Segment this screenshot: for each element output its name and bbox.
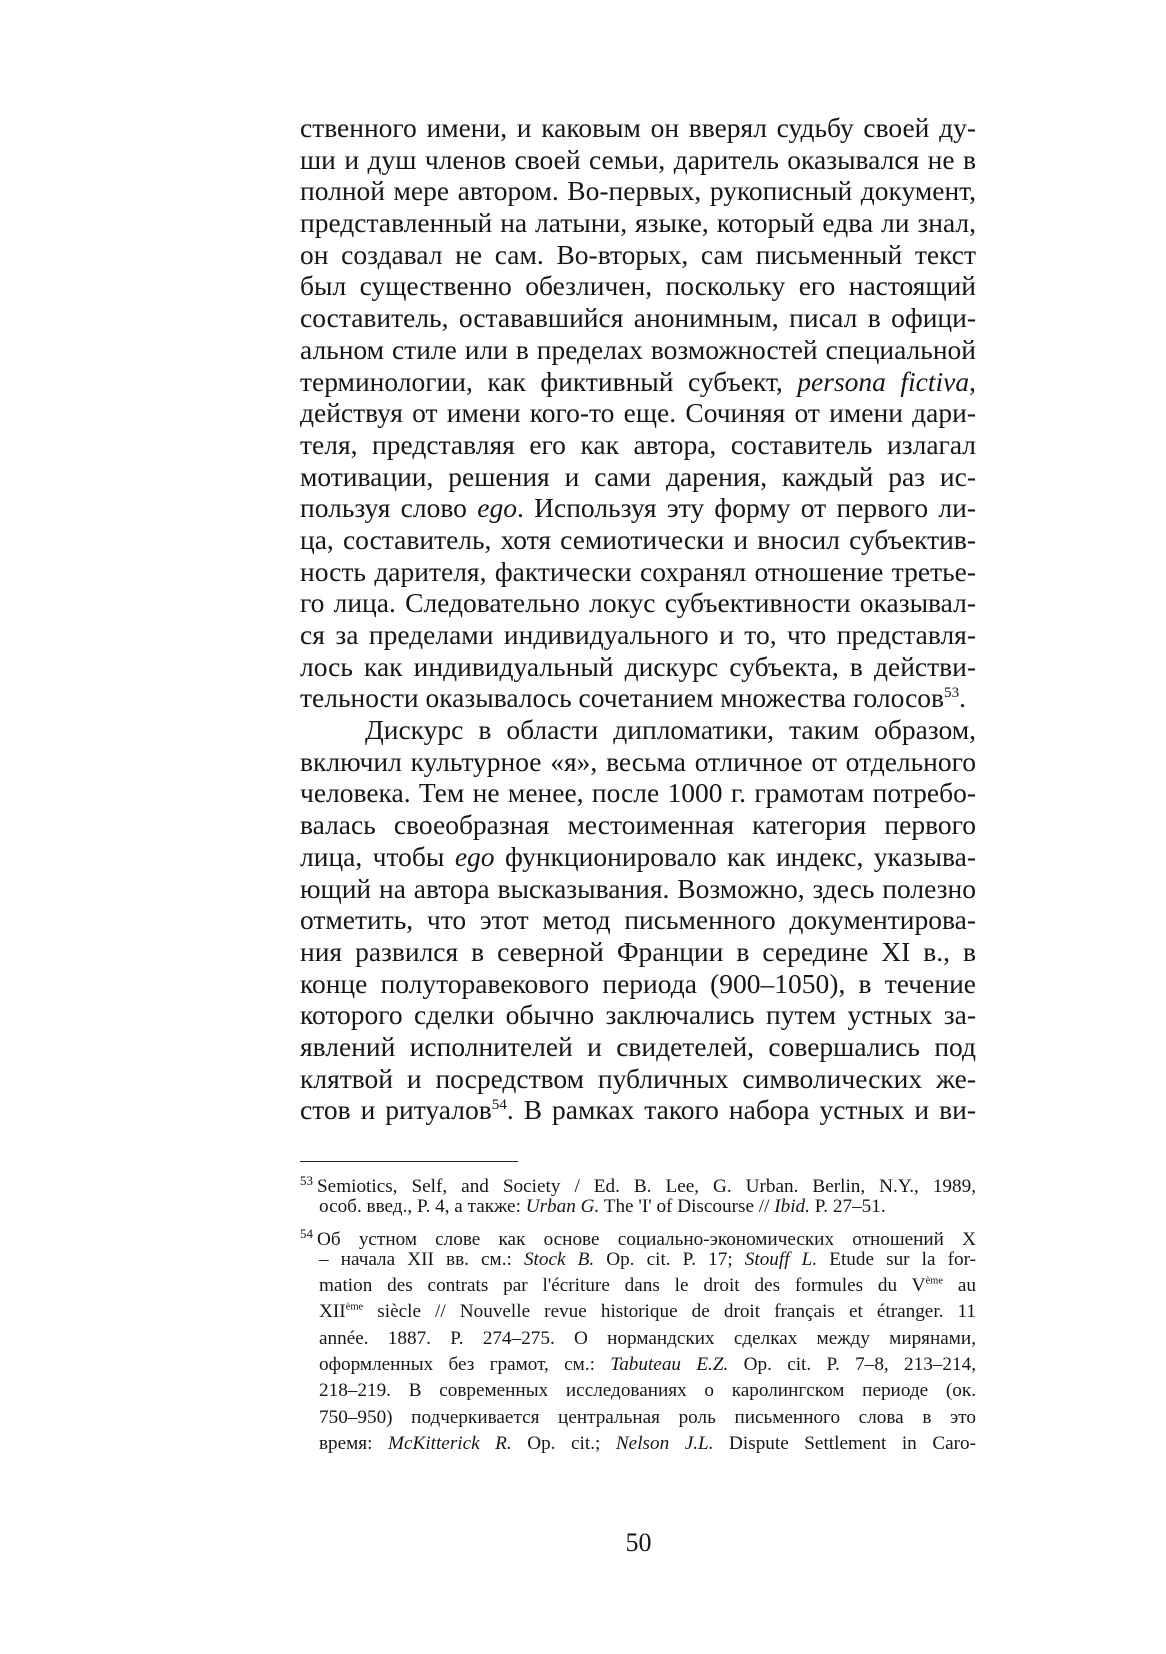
body-line <box>300 619 976 651</box>
body-text: . <box>959 682 967 714</box>
footnote-line <box>300 1352 976 1378</box>
body-text: представленный на латыни, языке, который едва ли знал, <box>300 207 976 239</box>
body-text: лица, чтобы <box>300 840 455 872</box>
body-text: отметить, что этот метод письменного документирова- <box>300 904 976 936</box>
body-text: включил культурное «я», весьма отличное от отдельного <box>300 745 976 777</box>
footnote-text: 750–950) подчеркивается центральная роль письменного слова в это <box>319 1406 976 1428</box>
body-text: ния развился в северной Франции в середине XI в., в <box>300 935 976 967</box>
body-text: полной мере автором. Во-первых, рукописный документ, <box>300 175 976 207</box>
body-line <box>300 1094 976 1126</box>
italic-term: ego <box>477 492 517 524</box>
footnote-ref: 54 <box>491 1097 507 1114</box>
footnote-text: mation des contrats par l'écriture dans le droit des formules du V <box>319 1275 926 1297</box>
body-text: валась своеобразная местоименная категория первого <box>300 809 976 841</box>
body-line <box>300 1031 976 1063</box>
body-text: составитель, остававшийся анонимным, писал в офици- <box>300 302 976 334</box>
body-line <box>300 968 976 1000</box>
footnote-text: время: <box>319 1432 389 1454</box>
footnote-text: Dispute Settlement in Caro- <box>713 1432 977 1454</box>
body-text: был существенно обезличен, поскольку его настоящий <box>300 270 976 302</box>
body-text: терминологии, как фиктивный субъект, <box>300 365 798 397</box>
body-text: пользуя слово <box>300 492 478 524</box>
body-line <box>300 714 976 746</box>
footnote-line <box>300 1299 976 1325</box>
body-line <box>300 999 976 1031</box>
body-text: клятвой и посредством публичных символических же- <box>300 1062 976 1094</box>
italic-author: Nelson J.L. <box>615 1432 714 1454</box>
body-line <box>300 397 976 429</box>
footnote-text: – начала XII вв. см.: <box>319 1248 524 1270</box>
body-line <box>300 492 976 524</box>
body-text: ность дарителя, фактически сохранял отношение третье- <box>300 555 976 587</box>
italic-author: Stouff L. <box>744 1248 818 1270</box>
body-line <box>300 302 976 334</box>
body-line <box>300 841 976 873</box>
body-text: ца, составитель, хотя семиотически и вносил субъектив- <box>300 523 976 555</box>
body-text: теля, представляя его как автора, составитель излагал <box>300 428 976 460</box>
footnotes <box>300 1168 976 1457</box>
body-text: альном стиле или в пределах возможностей специальной <box>300 333 976 365</box>
body-line <box>300 366 976 398</box>
body-text: лось как индивидуальный дискурс субъекта, в действи- <box>300 650 976 682</box>
body-line <box>300 1063 976 1095</box>
body-text: человека. Тем не менее, после 1000 г. грамотам потребо- <box>300 777 976 809</box>
body-line <box>300 936 976 968</box>
body-line <box>300 175 976 207</box>
body-line <box>300 207 976 239</box>
body-text: го лица. Следовательно локус субъективности оказывал- <box>300 587 976 619</box>
footnote-text: The 'I' of Discourse // <box>599 1196 775 1218</box>
footnote-text: Op. cit. P. 17; <box>594 1248 745 1270</box>
footnote-ref: 53 <box>944 685 960 702</box>
italic-author: Stock B. <box>523 1248 595 1270</box>
body-line <box>300 144 976 176</box>
body-line <box>300 429 976 461</box>
footnote-text: особ. введ., P. 4, а также: <box>319 1196 526 1218</box>
footnote-line <box>300 1221 976 1250</box>
footnote-line <box>300 1378 976 1404</box>
body-text: ши и душ членов своей семьи, даритель оказывался не в <box>300 143 976 175</box>
body-line <box>300 524 976 556</box>
body-text: которого сделки обычно заключались путем устных за- <box>300 999 976 1031</box>
body-line <box>300 777 976 809</box>
body-text: конце полуторавекового периода (900–1050), в течение <box>300 967 976 999</box>
body-line <box>300 746 976 778</box>
italic-author: McKitterick R. <box>388 1432 512 1454</box>
body-line <box>300 682 976 714</box>
footnote-text: 218–219. В современных исследованиях о каролингском периоде (ок. <box>319 1380 976 1402</box>
superscript: ème <box>345 1302 364 1314</box>
italic-term: persona fictiva <box>797 365 970 397</box>
italic-term: ego <box>454 840 495 872</box>
footnote-number: 53 <box>300 1173 313 1188</box>
body-line <box>300 904 976 936</box>
body-text: , <box>969 365 976 397</box>
footnote-line <box>300 1405 976 1431</box>
body-text: действуя от имени кого-то еще. Сочиняя от имени дари- <box>300 397 976 429</box>
body-text: ся за пределами индивидуального и то, что представля- <box>300 619 976 650</box>
body-line <box>300 556 976 588</box>
footnote-separator <box>300 1161 518 1162</box>
footnote-text: XII <box>319 1301 346 1323</box>
body-text: Дискурс в области дипломатики, таким образом, <box>365 714 976 746</box>
italic-author: Urban G. <box>525 1196 600 1218</box>
footnote-number: 54 <box>300 1225 313 1241</box>
body-text: явлений исполнителей и свидетелей, совершались под <box>300 1030 976 1062</box>
body-line <box>300 270 976 302</box>
footnote-line <box>300 1168 976 1197</box>
body-text: тельности оказывалось сочетанием множества голосов <box>300 682 945 714</box>
footnote-line <box>300 1326 976 1352</box>
body-text: он создавал не сам. Во-вторых, сам письменный текст <box>300 238 976 270</box>
footnote-line <box>300 1273 976 1299</box>
body-text: ющий на автора высказывания. Возможно, здесь полезно <box>300 872 976 904</box>
footnote-text: année. 1887. P. 274–275. О нормандских сделках между мирянами, <box>319 1327 976 1349</box>
footnote-text: Op. cit. P. 7–8, 213–214, <box>728 1354 976 1376</box>
footnote-text: Semiotics, Self, and Society / Ed. B. Lee, G. Urban. Berlin, N.Y., 1989, <box>317 1176 976 1197</box>
footnote-text: Etude sur la for- <box>817 1248 976 1270</box>
superscript: ème <box>925 1275 944 1287</box>
body-text: стов и ритуалов <box>300 1094 492 1126</box>
body-line <box>300 239 976 271</box>
footnote-text: оформленных без грамот, см.: <box>319 1354 611 1376</box>
page-number: 50 <box>625 1528 652 1557</box>
footnote-text: Op. cit.; <box>511 1432 616 1454</box>
footnote-line <box>300 1431 976 1457</box>
footnote-line <box>300 1247 976 1273</box>
footnote-text: P. 27–51. <box>809 1196 886 1218</box>
main-text <box>300 112 976 1126</box>
body-line <box>300 873 976 905</box>
footnote-text: au <box>943 1275 976 1297</box>
body-text: . Используя эту форму от первого ли- <box>516 492 976 524</box>
body-line <box>300 809 976 841</box>
footnote-text: siècle // Nouvelle revue historique de droit français et étranger. 11 <box>363 1301 976 1323</box>
footnote-line <box>300 1194 976 1220</box>
body-line <box>300 651 976 683</box>
footnote-text: Об устном слове как основе социально-экономических отношений X <box>317 1228 976 1250</box>
body-line <box>300 112 976 144</box>
body-text: . В рамках такого набора устных и ви- <box>506 1094 976 1126</box>
body-line <box>300 334 976 366</box>
body-text: функционировало как индекс, указыва- <box>494 840 976 872</box>
body-line <box>300 587 976 619</box>
body-text: ственного имени, и каковым он вверял судьбу своей ду- <box>300 112 976 143</box>
italic-author: Ibid. <box>774 1196 810 1218</box>
italic-author: Tabuteau E.Z. <box>610 1354 729 1376</box>
body-text: мотивации, решения и сами дарения, каждый раз ис- <box>300 460 976 492</box>
body-line <box>300 461 976 493</box>
